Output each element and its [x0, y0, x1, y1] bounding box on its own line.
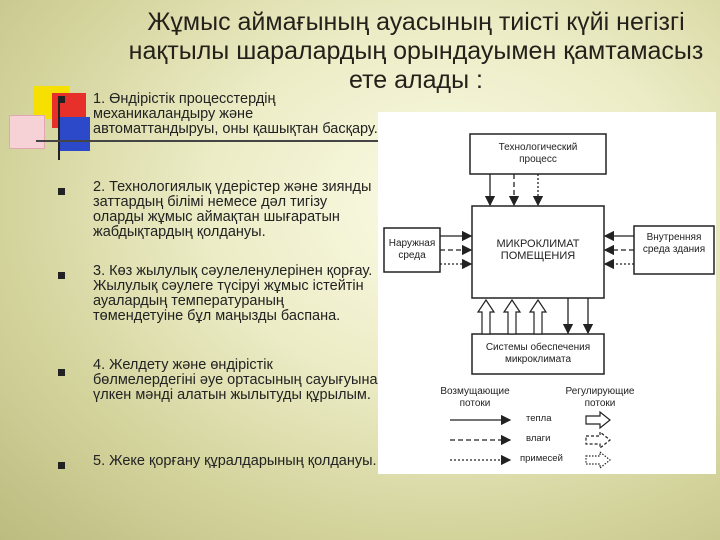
tech-process-label: Технологический процесс	[498, 142, 578, 165]
bullet-text: 2. Технологиялық үдерістер және зиянды заттардың білімі немесе дəл тигізу оларды жұмыс аймақтан шығаратын жабдықтардың қолдануы.	[93, 179, 372, 240]
microclimate-label: МИКРОКЛИМАТ ПОМЕЩЕНИЯ	[496, 238, 580, 262]
regulating-arrow-1	[478, 300, 494, 334]
deco-blue-square	[60, 117, 90, 151]
bullet-marker	[58, 462, 65, 469]
legend-regulating-label: Регулирующие потоки	[565, 386, 635, 409]
bullet-marker	[58, 96, 65, 103]
legend-impurities-label: примесей	[520, 453, 563, 464]
regulating-arrow-3	[530, 300, 546, 334]
microclimate-diagram	[378, 112, 716, 474]
deco-pink-square	[9, 115, 45, 149]
legend-impurities-regulating	[586, 452, 610, 468]
bullet-text: 1. Өндірістік процесстердің механикаландыру және автоматтандыруы, оны қашықтан басқару.	[93, 91, 378, 137]
outer-env-label: Наружная среда	[388, 238, 436, 261]
legend-disturbing-label: Возмущающие потоки	[440, 386, 510, 409]
bullet-marker	[58, 188, 65, 195]
deco-horizontal-line	[36, 140, 380, 142]
bullet-text: 3. Көз жылулық сəулеленулерінен қорғау. Жылулық сəулеге түсіруі жұмыс істейтін ауалардың температураның төмендетуіне бұл маңызды баспана.	[93, 263, 373, 324]
deco-vertical-line	[58, 102, 60, 160]
support-systems-label: Системы обеспечения микроклимата	[485, 342, 591, 365]
regulating-arrow-2	[504, 300, 520, 334]
bullet-text: 5. Жеке қорғану құралдарының қолдануы.	[93, 453, 377, 469]
bullet-text: 4. Желдету жəне өндірістік бөлмелердегіні əуе ортасының сауығуына үлкен мəнді алатын жылытуды құрылым.	[93, 357, 378, 403]
bullet-marker	[58, 369, 65, 376]
legend-heat-label: тепла	[526, 413, 552, 424]
legend-heat-regulating	[586, 412, 610, 428]
legend-moisture-regulating	[586, 432, 610, 448]
inner-env-label: Внутренняя среда здания	[642, 232, 706, 255]
legend-moisture-label: влаги	[526, 433, 551, 444]
bullet-marker	[58, 272, 65, 279]
slide-title: Жұмыс аймағының ауасының тиісті күйі негізгі нақтылы шаралардың орындауымен қамтамасыз ете алады :	[128, 8, 704, 94]
